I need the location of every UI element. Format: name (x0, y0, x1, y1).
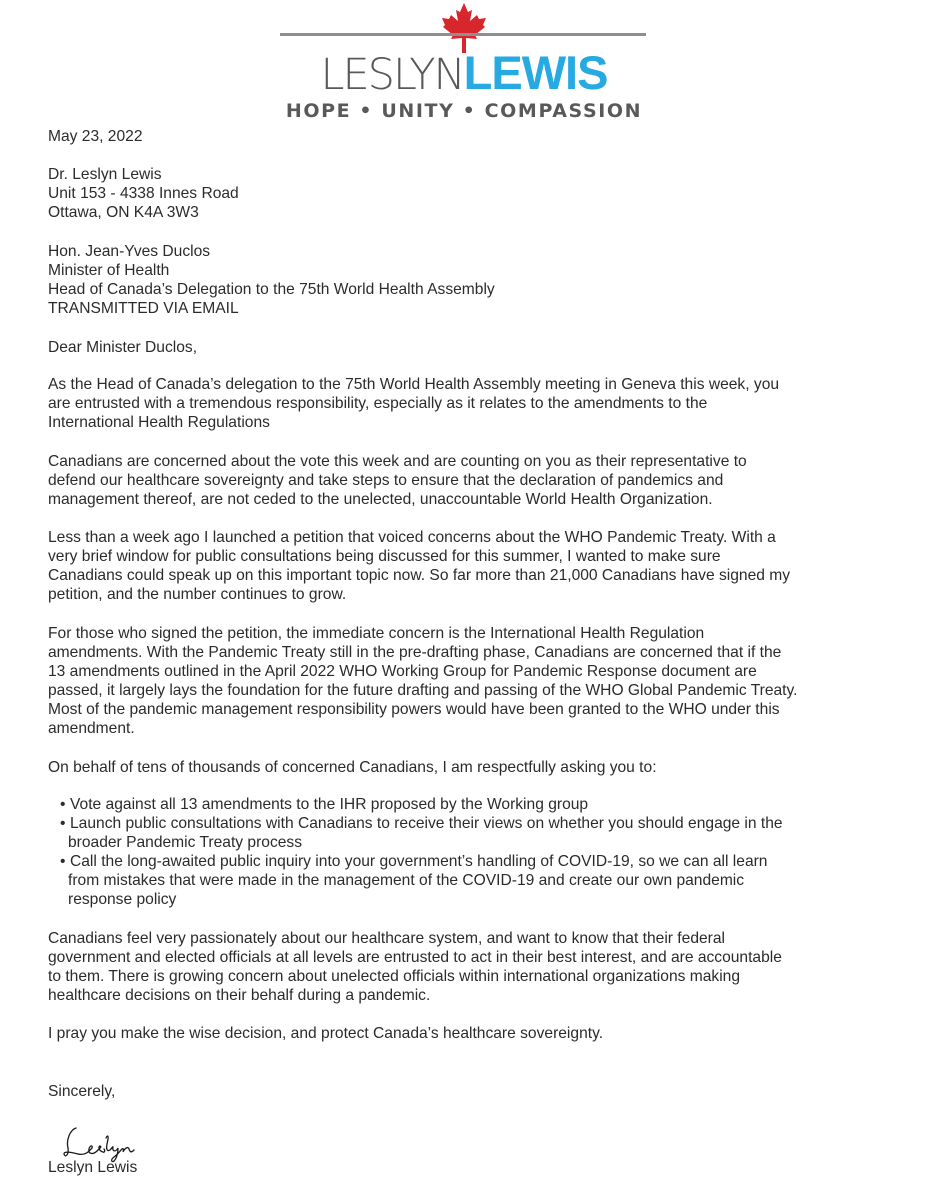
request-item (60, 852, 900, 871)
request-line: Vote against all 13 amendments to the IHR proposed by the Working group (70, 796, 589, 813)
paragraph-line: passed, it largely lays the foundation for the future drafting and passing of the WHO Global Pandemic Treaty. (48, 682, 798, 700)
request-line: Call the long-awaited public inquiry into your government’s handling of COVID-19, so we can all learn (70, 853, 768, 871)
brand-wordmark (278, 46, 650, 100)
paragraph-line: International Health Regulations (48, 414, 270, 432)
recipient-title: Minister of Health (48, 262, 170, 280)
valediction: Sincerely, (48, 1083, 116, 1100)
sender-address-line1: Unit 153 - 4338 Innes Road (48, 185, 239, 203)
paragraph-line: amendments. With the Pandemic Treaty still in the pre-drafting phase, Canadians are concerned that if the (48, 644, 782, 662)
body-paragraph (48, 452, 898, 509)
recipient-name: Hon. Jean-Yves Duclos (48, 243, 211, 260)
letter-date: May 23, 2022 (48, 128, 143, 145)
body-paragraph (48, 1024, 898, 1043)
sender-name: Dr. Leslyn Lewis (48, 166, 162, 183)
recipient-address (48, 242, 898, 318)
body-paragraph (48, 929, 898, 1005)
request-item (60, 814, 900, 833)
letterhead-rule (280, 33, 646, 36)
signatory-name: Leslyn Lewis (48, 1159, 138, 1176)
paragraph-line: 13 amendments outlined in the April 2022 WHO Working Group for Pandemic Response document are (48, 663, 757, 681)
transmittal-note: TRANSMITTED VIA EMAIL (48, 300, 239, 318)
brand-last-name: LEWIS (463, 46, 608, 99)
request-line: broader Pandemic Treaty process (68, 834, 303, 852)
body-paragraph (48, 528, 898, 604)
salutation: Dear Minister Duclos, (48, 339, 198, 356)
request-list (60, 795, 900, 910)
recipient-role: Head of Canada’s Delegation to the 75th World Health Assembly (48, 281, 495, 299)
request-line: response policy (68, 891, 177, 909)
sender-address-line2: Ottawa, ON K4A 3W3 (48, 204, 199, 222)
paragraph-line: Canadians feel very passionately about our healthcare system, and want to know that their federal (48, 930, 725, 947)
letterhead (278, 0, 650, 125)
paragraph-line: Most of the pandemic management responsibility powers would have been granted to the WHO under this (48, 701, 780, 719)
body-paragraph (48, 624, 898, 739)
body-paragraph (48, 758, 898, 777)
paragraph-line: For those who signed the petition, the immediate concern is the International Health Regulation (48, 625, 705, 642)
paragraph-line: healthcare decisions on their behalf during a pandemic. (48, 987, 431, 1005)
brand-tagline: HOPE • UNITY • COMPASSION (285, 100, 643, 122)
paragraph-line: Canadians are concerned about the vote this week and are counting on you as their representative to (48, 453, 747, 470)
bullet-icon: • (60, 815, 66, 833)
body-paragraph (48, 375, 898, 432)
request-item (60, 795, 900, 814)
paragraph-line: to them. There is growing concern about unelected officials within international organizations making (48, 968, 741, 986)
bullet-icon: • (60, 796, 66, 813)
paragraph-line: As the Head of Canada’s delegation to the 75th World Health Assembly meeting in Geneva this week, you (48, 376, 780, 393)
paragraph-line: government and elected officials at all levels are entrusted to act in their best interest, and are accountable (48, 949, 782, 967)
bullet-icon: • (60, 853, 66, 871)
brand-first-name: LESLYN (320, 50, 464, 100)
paragraph-line: I pray you make the wise decision, and protect Canada’s healthcare sovereignty. (48, 1025, 604, 1042)
paragraph-line: On behalf of tens of thousands of concerned Canadians, I am respectfully asking you to: (48, 759, 657, 776)
sender-address (48, 165, 898, 222)
paragraph-line: very brief window for public consultations being discussed for this summer, I wanted to make sure (48, 548, 721, 566)
paragraph-line: Less than a week ago I launched a petition that voiced concerns about the WHO Pandemic Treaty. With a (48, 529, 776, 546)
paragraph-line: are entrusted with a tremendous responsibility, especially as it relates to the amendments to the (48, 395, 708, 413)
request-line: from mistakes that were made in the management of the COVID-19 and create our own pandemic (68, 872, 745, 890)
paragraph-line: management thereof, are not ceded to the unelected, unaccountable World Health Organization. (48, 491, 713, 509)
paragraph-line: defend our healthcare sovereignty and take steps to ensure that the declaration of pandemics and (48, 472, 724, 490)
request-line: Launch public consultations with Canadians to receive their views on whether you should engage in the (70, 815, 783, 833)
paragraph-line: amendment. (48, 720, 135, 738)
paragraph-line: Canadians could speak up on this important topic now. So far more than 21,000 Canadians have signed my (48, 567, 791, 585)
paragraph-line: petition, and the number continues to grow. (48, 586, 347, 604)
